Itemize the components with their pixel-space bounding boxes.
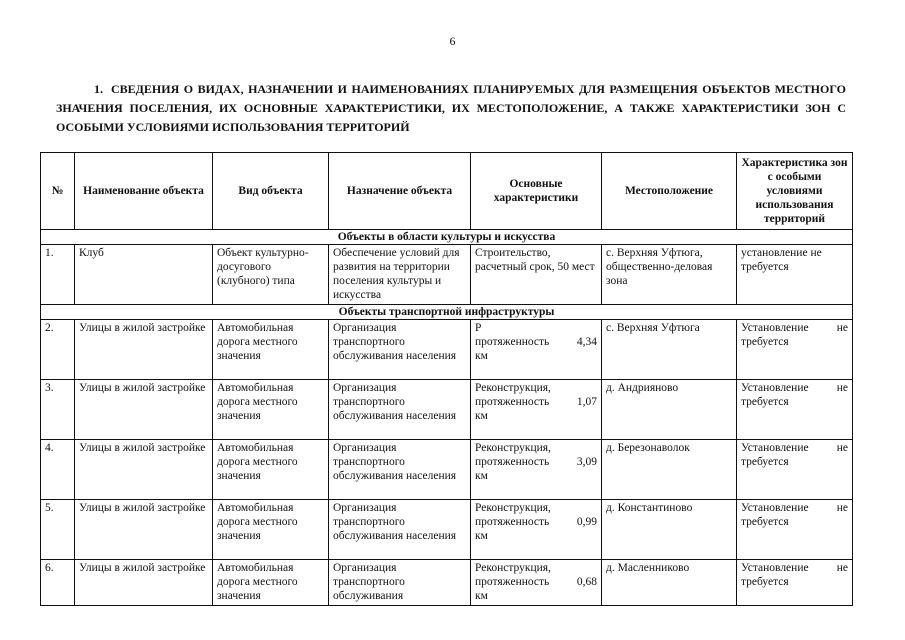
length-value: 4,34 (576, 336, 597, 348)
characteristics-action: Р (475, 322, 482, 334)
zone-characteristics: Установление не требуется (737, 440, 853, 500)
header-characteristics: Основные характеристики (471, 153, 602, 230)
header-number: № (41, 153, 75, 230)
section-row-transport (41, 305, 853, 320)
length-value: 0,68 (576, 576, 597, 588)
object-location: д. Березонаволок (602, 440, 737, 500)
table-row (41, 560, 853, 606)
object-location: д. Масленниково (602, 560, 737, 606)
object-characteristics: Строительство, расчетный срок, 50 мест (471, 245, 602, 305)
row-number: 1. (41, 245, 75, 305)
section-title: Объекты в области культуры и искусства (41, 230, 853, 245)
row-number: 2. (41, 320, 75, 380)
object-name: Улицы в жилой застройке (75, 500, 213, 560)
zone-characteristics (737, 320, 853, 380)
object-type: Автомобильная дорога местного значения (213, 380, 329, 440)
object-purpose: Обеспечение условий для развития на территории поселения культуры и искусства (329, 245, 471, 305)
header-type: Вид объекта (213, 153, 329, 230)
row-number: 4. (41, 440, 75, 500)
section-heading (56, 80, 846, 137)
zone-characteristics: установление не требуется (737, 245, 853, 305)
row-number: 3. (41, 380, 75, 440)
object-location: с. Верхняя Уфтюга, общественно-деловая зона (602, 245, 737, 305)
object-type: Автомобильная дорога местного значения (213, 320, 329, 380)
header-zones: Характеристика зон с особыми условиями использования территорий (737, 153, 853, 230)
length-unit: км (475, 350, 488, 362)
object-characteristics (471, 320, 602, 380)
length-value: 1,07 (576, 396, 597, 408)
header-location: Местоположение (602, 153, 737, 230)
heading-number: 1. (94, 82, 103, 96)
object-location: д. Андрияново (602, 380, 737, 440)
object-characteristics: Реконструкция, протяженность 1,07 км (471, 380, 602, 440)
object-type: Автомобильная дорога местного значения (213, 500, 329, 560)
zone-word-1: Установление (741, 322, 809, 334)
object-name: Улицы в жилой застройке (75, 440, 213, 500)
table-row (41, 245, 853, 305)
object-location: с. Верхняя Уфтюга (602, 320, 737, 380)
row-number: 5. (41, 500, 75, 560)
object-location: д. Константиново (602, 500, 737, 560)
header-purpose: Назначение объекта (329, 153, 471, 230)
header-name: Наименование объекта (75, 153, 213, 230)
table-header-row (41, 153, 853, 230)
object-characteristics: Реконструкция, протяженность 0,99 км (471, 500, 602, 560)
row-number: 6. (41, 560, 75, 606)
table-row (41, 380, 853, 440)
object-purpose: Организация транспортного обслуживания (329, 560, 471, 606)
object-type: Объект культурно-досугового (клубного) типа (213, 245, 329, 305)
zone-characteristics: Установление не требуется (737, 560, 853, 606)
object-type: Автомобильная дорога местного значения (213, 560, 329, 606)
object-type: Автомобильная дорога местного значения (213, 440, 329, 500)
object-purpose: Организация транспортного обслуживания населения (329, 380, 471, 440)
zone-word-3: требуется (741, 336, 789, 348)
object-purpose: Организация транспортного обслуживания населения (329, 320, 471, 380)
length-unit: км (475, 530, 488, 542)
table-row (41, 320, 853, 380)
object-purpose: Организация транспортного обслуживания населения (329, 440, 471, 500)
zone-characteristics: Установление не требуется (737, 500, 853, 560)
object-name: Улицы в жилой застройке (75, 380, 213, 440)
object-name: Улицы в жилой застройке (75, 560, 213, 606)
length-unit: км (475, 410, 488, 422)
object-name: Клуб (75, 245, 213, 305)
page-number: 6 (449, 34, 456, 48)
table-row (41, 500, 853, 560)
object-characteristics: Реконструкция, протяженность 0,68 км (471, 560, 602, 606)
objects-table (40, 152, 853, 606)
characteristics-label: протяженность (475, 336, 550, 348)
object-purpose: Организация транспортного обслуживания населения (329, 500, 471, 560)
section-row-culture (41, 230, 853, 245)
table-row (41, 440, 853, 500)
length-value: 0,99 (576, 516, 597, 528)
zone-word-2: не (836, 322, 848, 334)
length-unit: км (475, 470, 488, 482)
zone-characteristics: Установление не требуется (737, 380, 853, 440)
object-name: Улицы в жилой застройке (75, 320, 213, 380)
section-title: Объекты транспортной инфраструктуры (41, 305, 853, 320)
length-unit: км (475, 590, 488, 602)
heading-text: СВЕДЕНИЯ О ВИДАХ, НАЗНАЧЕНИИ И НАИМЕНОВАНИЯХ ПЛАНИРУЕМЫХ ДЛЯ РАЗМЕЩЕНИЯ ОБЪЕКТОВ МЕСТНОГО ЗНАЧЕНИЯ ПОСЕЛЕНИЯ, ИХ ОСНОВНЫЕ ХАРАКТЕРИСТИКИ, ИХ МЕСТОПОЛОЖЕНИЕ, А ТАКЖЕ ХАРАКТЕРИСТИКИ ЗОН С ОСОБЫМИ УСЛОВИЯМИ ИСПОЛЬЗОВАНИЯ ТЕРРИТОРИЙ (56, 82, 846, 134)
object-characteristics: Реконструкция, протяженность 3,09 км (471, 440, 602, 500)
length-value: 3,09 (576, 456, 597, 468)
